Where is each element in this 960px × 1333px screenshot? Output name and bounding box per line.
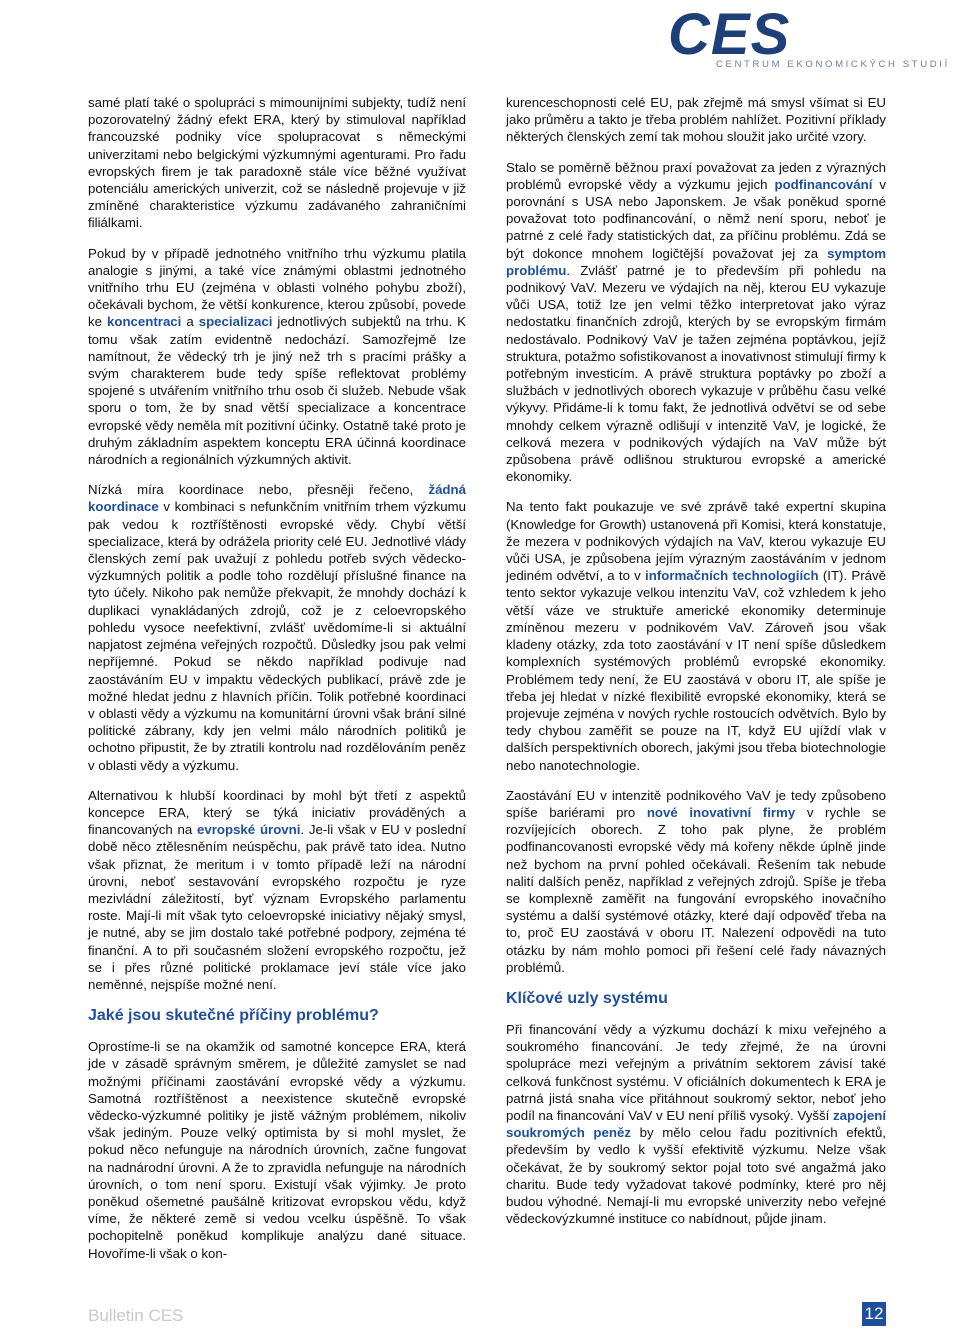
ces-logo (668, 2, 950, 72)
paragraph: Alternativou k hlubší koordinaci by mohl být třetí z aspektů koncepce ERA, který se týká iniciativ prováděných a financovaných na evropské úrovni. Je-li však v EU v poslední době něco ztělesněním neúspěchu, pak právě tato idea. Nutno však přiznat, že meritum i v tomto případě leží na národní úrovni, neboť sestavování evropského rozpočtu je ryze mezivládní záležitostí, byť význam Evropského parlamentu roste. Mají-li mít však tyto celoevropské iniciativy nějaký smysl, je nutné, aby se jim dostalo také potřebné podpory, zejména té finanční. A to při současném složení evropského rozpočtu, jež se i přes různé politické proklamace jeví stále více jako neměnné, nejspíše možné není. (88, 787, 467, 992)
highlight-term: symptom problému (506, 245, 886, 278)
highlight-term: nové inovativní firmy (646, 804, 796, 820)
footer-bulletin-label: Bulletin CES (88, 1306, 184, 1325)
paragraph: Při financování vědy a výzkumu dochází k mixu veřejného a soukromého financování. Je tedy zřejmé, že na úrovni spolupráce mezi veřejným a privátním sektorem závisí také celková funkčnost systému. V oficiálních dokumentech k ERA je patrná jistá snaha více přitáhnout soukromý sektor, neboť jeho podíl na financování VaV v EU není příliš vysoký. Vyšší zapojení soukromých peněz by mělo celou řadu pozitivních efektů, především by vedlo k vyšší efektivitě výzkumu. Nelze však očekávat, že by soukromý sektor pojal toto své angažmá jako charitu. Bude tedy vyžadovat takové podmínky, které pro něj budou výhodné. Nemají-li mu evropské univerzity nebo veřejné vědeckovýzkumné instituce co nabídnout, půjde jinam. (506, 1021, 887, 1227)
highlight-term: evropské úrovni (196, 822, 301, 838)
highlight-term: koncentraci (106, 314, 182, 330)
ces-logo-subtitle: CENTRUM EKONOMICKÝCH STUDIÍ (716, 59, 950, 70)
highlight-term: informačních technologiích (645, 568, 819, 584)
highlight-term: zapojení soukromých peněz (506, 1107, 887, 1141)
highlight-term: žádná koordinace (88, 482, 466, 515)
left-column (88, 94, 466, 1275)
section-heading: Klíčové uzly systému (506, 989, 668, 1007)
section-heading: Jaké jsou skutečné příčiny problému? (88, 1007, 379, 1025)
highlight-term: specializaci (198, 314, 273, 330)
paragraph: Na tento fakt poukazuje ve své zprávě také expertní skupina (Knowledge for Growth) ustanovená při Komisi, která konstatuje, že mezera v podnikových výdajích na VaV, kterou vykazuje EU vůči USA, je způsobena jejím výrazným zaostáváním v jednom jediném odvětví, a to v informačních technologiích (IT). Právě tento sektor vykazuje velkou intenzitu VaV, což vzhledem k jeho větší váze ve struktuře americké ekonomiky determinuje zmíněnou mezeru v podnikovém VaV. Zároveň jsou však kladeny otázky, zda toto zaostávání v IT není spíše důsledkem komplexních systémových problémů evropské ekonomiky. Problémem tedy není, že EU zaostává v oboru IT, ale spíše je třeba jej hledat v nízké flexibilitě evropské ekonomiky, která se projevuje zejména v nových rychle rostoucích odvětvích. Bylo by tedy chybou zaměřit se pouze na IT, když EU ujíždí vlak v dalších perspektivních oborech, jakými jsou třeba biotechnologie nebo nanotechnologie. (506, 499, 886, 773)
paragraph: Stalo se poměrně běžnou praxí považovat za jeden z výrazných problémů evropské vědy a výzkumu jejich podfinancování v porovnání s USA nebo Japonskem. Je však poněkud sporné považovat toto podfinancování, o němž není sporu, neboť je patrné z celé řady statistických dat, za příčinu problému. Zdá se být dokonce mnohem logičtější považovat jej za symptom problému. Zvlášť patrné je to především při pohledu na podnikový VaV. Mezeru ve výdajích na něj, kterou EU vykazuje vůči USA, totiž lze jen velmi těžko interpretovat jako výraz nedostatku finančních zdrojů, kterých by se evropským firmám nedostávalo. Podnikový VaV je tažen zejména poptávkou, jejíž struktura, potažmo sofistikovanost a inovativnost stimulují firmy k potřebným investicím. A právě struktura poptávky po zboží a službách v jednotlivých oborech vykazuje v průběhu času velké výkyvy. Přidáme-li k tomu fakt, že jednotlivá odvětví se od sebe mnohdy celkem výrazně odlišují v intenzitě VaV, je logické, že celková mezera v podnikových výdajích na VaV může být způsobena právě odlišnou strukturou evropské a americké ekonomiky. (506, 159, 886, 485)
paragraph: Nízká míra koordinace nebo, přesněji řečeno, žádná koordinace v kombinaci s nefunkčním vnitřním trhem výzkumu pak vedou k roztříštěnosti evropské vědy. Chybí větší specializace, která by odrážela priority celé EU. Jednotlivé vlády členských zemí pak uvažují z pohledu potřeb svých vědecko-výzkumných politik a podle toho rozdělují příslušné finance na tyto účely. Nikoho pak nemůže překvapit, že mnohdy dochází k duplikaci vynakládaných zdrojů, což je z celoevropského pohledu vysoce neefektivní, zvlášť uvědomíme-li si aktuální napjatost zejména veřejných rozpočtů. Důsledky jsou pak velmi nepříjemné. Pokud se někdo například podivuje nad zaostáváním EU v impaktu vědeckých publikací, právě zde je možné hledat jednu z hlavních příčin. Tolik potřebné koordinaci v oblasti vědy a výzkumu na komunitární úrovni však brání silné politické zábrany, kdy jen velmi málo národních politiků je ochotno připustit, že by ztratili kontrolu nad rozdělováním peněz v oblasti vědy a výzkumu. (88, 482, 466, 773)
paragraph: Oprostíme-li se na okamžik od samotné koncepce ERA, která jde v zásadě správným směrem, je důležité zamyslet se nad možnými příčinami zaostávání evropské vědy a výzkumu. Samotná roztříštěnost a neexistence skutečně evropské vědecko-výzkumné politiky je jistě vážným problémem, nikoliv však jediným. Pouze velký optimista by si mohl myslet, že pokud něco nefunguje na národních úrovních, začne fungovat na nadnárodní úrovni. A že to zpravidla nefunguje na národních úrovních, o tom není sporu. Existují však výjimky. Je proto poněkud ošemetné paušálně kritizovat evropskou vědu, když víme, že některé země si vedou vcelku úspěšně. To však pochopitelně poněkud komplikuje analýzu dané situace. Hovoříme-li však o kon- (88, 1039, 466, 1261)
paragraph: samé platí také o spolupráci s mimounijními subjekty, tudíž není pozorovatelný žádný efekt ERA, který by stimuloval například francouzské podniky více spolupracovat s německými univerzitami nebo belgickými výzkumnými agenturami. Pro řadu evropských firem je tak paradoxně stále více běžné využívat potenciálu amerických univerzit, což se následně projevuje v již zmíněné charakteristice výzkumu zadávaného zahraničními filiálkami. (88, 95, 466, 231)
page-number: 12 (862, 1302, 886, 1326)
paragraph: Pokud by v případě jednotného vnitřního trhu výzkumu platila analogie s jinými, a také více známými oblastmi jednotného vnitřního trhu EU (zejména v oblasti volného pohybu zboží), očekávali bychom, že větší konkurence, kterou způsobí, povede ke koncentraci a specializaci jednotlivých subjektů na trhu. K tomu však zatím evidentně nedochází. Samozřejmě lze namítnout, že vědecký trh je jiný než trh s pracími prášky a svým charakterem bude tedy spíše reflektovat problémy spojené s utvářením vnitřního trhu osob či služeb. Nebude však sporu o tom, že by snad větší specializace a koncentrace evropské vědy neměla mít pozitivní účinky. Ostatně také proto je druhým základním aspektem konceptu ERA účinná koordinace národních a regionálních výzkumných aktivit. (88, 245, 466, 468)
paragraph: kurenceschopnosti celé EU, pak zřejmě má smysl všímat si EU jako průměru a takto je třeba problém nahlížet. Pozitivní příklady některých členských zemí tak mohou sloužit jako určité vzory. (506, 95, 886, 145)
highlight-term: podfinancování (774, 176, 873, 192)
ces-logo-wordmark: CES (668, 2, 791, 67)
right-column (506, 94, 886, 1240)
paragraph: Zaostávání EU v intenzitě podnikového VaV je tedy způsobeno spíše bariérami pro nové inovativní firmy v rychle se rozvíjejících oborech. Z toho pak plyne, že problém podfinancovanosti evropské vědy má kořeny někde úplně jinde než bychom na první pohled očekávali. Řešením tak nebude nalití dalších peněz, například z veřejných zdrojů. Spíše je třeba se komplexně zaměřit na fungování evropského inovačního systému a další systémové otázky, které dají odpověď třeba na to, proč EU zaostává v oboru IT. Nalezení odpovědi na tuto otázku by nám mohlo pomoci při řešení celé řady návazných problémů. (506, 787, 886, 975)
